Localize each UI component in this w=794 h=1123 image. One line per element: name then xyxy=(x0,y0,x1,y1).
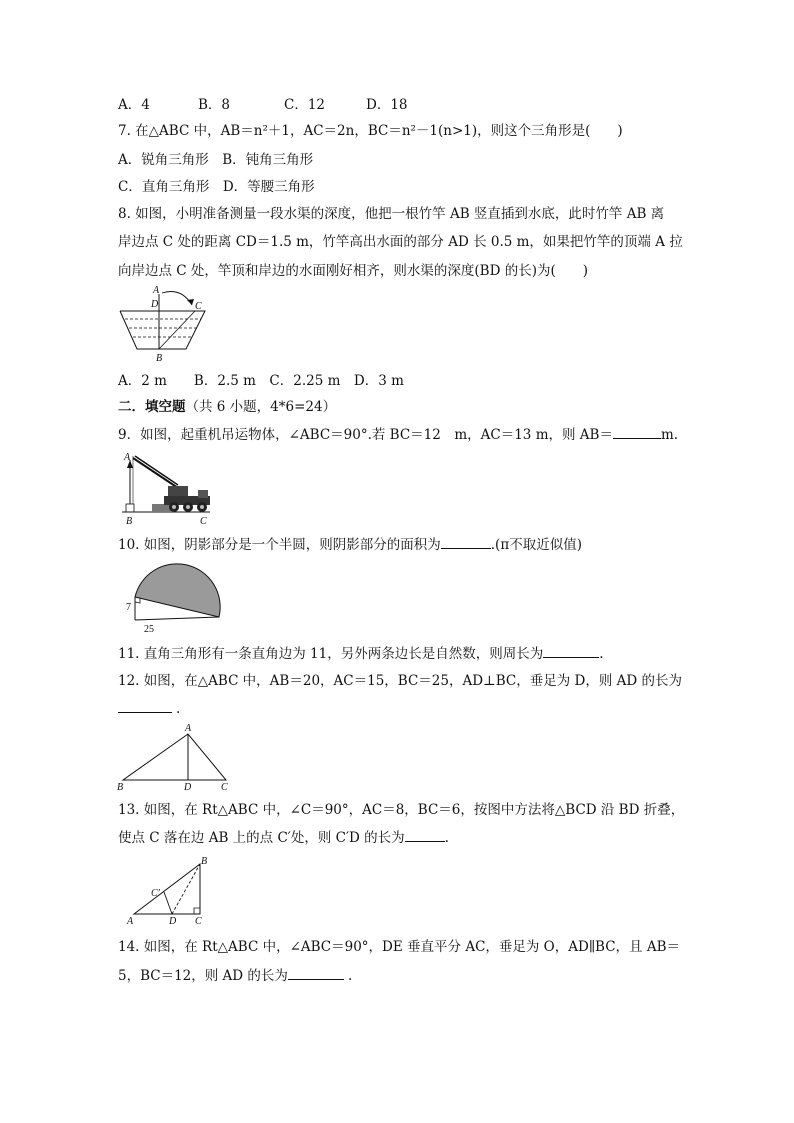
q8-canal-figure xyxy=(115,283,210,365)
q10-semicircle-figure xyxy=(118,560,228,638)
q7-options-line1: A．锐角三角形 B．钝角三角形 xyxy=(118,152,314,168)
q13-fold-figure xyxy=(124,852,214,930)
q12-stem-line2 xyxy=(118,700,180,718)
q8-label-c: C xyxy=(195,301,202,312)
q12-label-a: A xyxy=(185,723,192,734)
q9-label-c: C xyxy=(200,516,207,527)
q13-answer-blank[interactable] xyxy=(405,829,445,842)
q13-stem-line1: 13. 如图，在 Rt△ABC 中，∠C＝90°，AC＝8，BC＝6，按图中方法将△BCD 沿 BD 折叠， xyxy=(118,802,685,818)
section2-heading xyxy=(118,398,336,416)
q14-stem-line2 xyxy=(118,967,352,985)
q14-answer-blank[interactable] xyxy=(288,967,344,980)
section2-note: （共 6 小题，4*6=24） xyxy=(185,399,337,415)
q10-text-after: .(π不取近似值) xyxy=(490,537,582,553)
q13-label-a: A xyxy=(127,916,134,927)
q12-label-b: B xyxy=(117,782,124,792)
q12-label-c: C xyxy=(221,782,228,792)
q11-text: 11. 直角三角形有一条直角边为 11，另外两条边长是自然数，则周长为 xyxy=(118,646,544,662)
q9-label-a: A xyxy=(124,452,131,463)
q13-label-cprime: C′ xyxy=(151,888,160,899)
q8-label-a: A xyxy=(153,285,160,296)
q13-label-b: B xyxy=(201,856,208,867)
q12-triangle-figure xyxy=(115,720,235,792)
q14-text-after: . xyxy=(347,968,353,984)
q6-option-b: B．8 xyxy=(198,97,231,113)
q10-stem xyxy=(118,536,582,554)
q13-label-c: C xyxy=(195,916,202,927)
q13-label-d: D xyxy=(169,916,177,927)
q9-text-after: m. xyxy=(660,427,679,443)
section2-title: 二．填空题 xyxy=(118,399,186,415)
q12-stem-line1: 12. 如图，在△ABC 中，AB＝20，AC＝15，BC＝25，AD⊥BC，垂足为 D，则 AD 的长为 xyxy=(118,673,683,689)
q12-text-after: . xyxy=(176,701,181,717)
q10-answer-blank[interactable] xyxy=(441,536,491,549)
q11-answer-blank[interactable] xyxy=(543,645,599,658)
q9-label-b: B xyxy=(126,516,133,527)
q10-label-25: 25 xyxy=(144,624,154,635)
q8-label-b: B xyxy=(156,353,163,364)
q7-stem: 7. 在△ABC 中，AB＝n²＋1，AC＝2n，BC＝n²－1(n>1)，则这个三角形是( ) xyxy=(118,123,623,139)
q8-options: A．2 m B．2.5 m C．2.25 m D．3 m xyxy=(118,373,404,389)
q9-crane-figure xyxy=(118,448,216,528)
q10-text: 10. 如图，阴影部分是一个半圆，则阴影部分的面积为 xyxy=(118,537,441,553)
q14-text: 5，BC＝12，则 AD 的长为 xyxy=(118,968,288,984)
q11-text-after: . xyxy=(599,646,604,662)
q6-option-c: C．12 xyxy=(284,97,326,113)
q12-label-d: D xyxy=(184,782,192,792)
q6-options xyxy=(118,96,408,114)
q13-stem-line2 xyxy=(118,829,449,847)
q10-label-7: 7 xyxy=(126,602,131,613)
q7-options-line2: C．直角三角形 D．等腰三角形 xyxy=(118,179,315,195)
q6-option-a: A．4 xyxy=(118,97,150,113)
q8-stem-line1: 8. 如图，小明准备测量一段水渠的深度，他把一根竹竿 AB 竖直插到水底，此时竹竿 AB 离 xyxy=(118,206,665,222)
q13-text: 使点 C 落在边 AB 上的点 C′处，则 C′D 的长为 xyxy=(118,830,405,846)
q13-text-after: . xyxy=(444,830,449,846)
q9-text: 9．如图，起重机吊运物体，∠ABC＝90°.若 BC＝12 m，AC＝13 m，则 AB＝ xyxy=(118,427,613,443)
q8-label-d: D xyxy=(151,299,159,310)
q9-stem xyxy=(118,426,678,444)
q14-stem-line1: 14. 如图，在 Rt△ABC 中，∠ABC＝90°，DE 垂直平分 AC，垂足为 O，AD∥BC，且 AB＝ xyxy=(118,939,681,955)
q9-answer-blank[interactable] xyxy=(613,426,661,439)
q6-option-d: D．18 xyxy=(366,97,408,113)
q8-stem-line2: 岸边点 C 处的距离 CD＝1.5 m，竹竿高出水面的部分 AD 长 0.5 m，如果把竹竿的顶端 A 拉 xyxy=(118,234,683,250)
q8-stem-line3: 向岸边点 C 处，竿顶和岸边的水面刚好相齐，则水渠的深度(BD 的长)为( ) xyxy=(118,263,589,279)
q12-answer-blank[interactable] xyxy=(118,700,172,713)
q11-stem xyxy=(118,645,604,663)
